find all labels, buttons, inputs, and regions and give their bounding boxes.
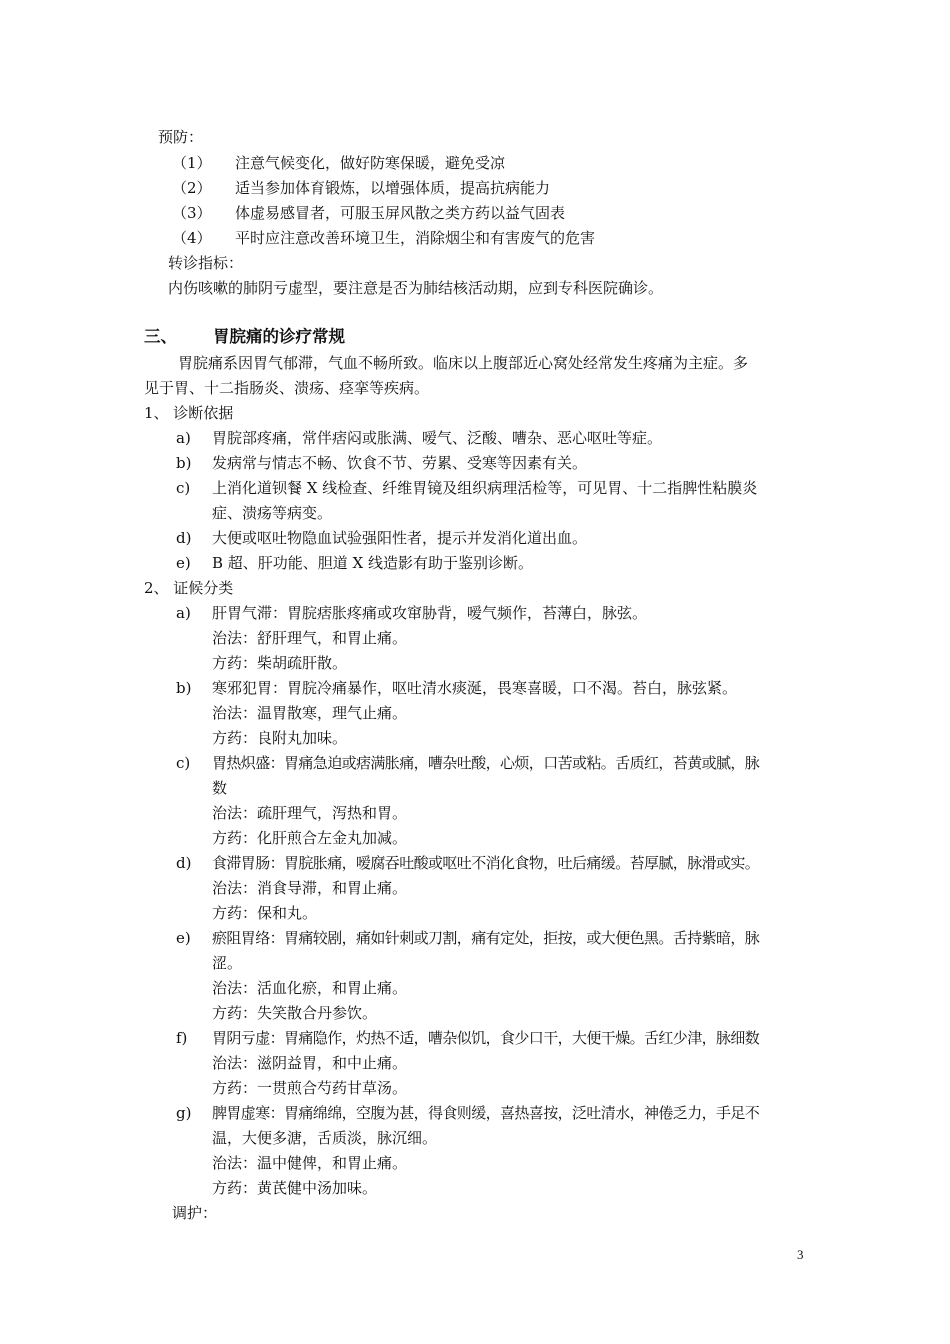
syndrome-description: 涩。 bbox=[212, 954, 243, 972]
care-label: 调护： bbox=[172, 1204, 218, 1222]
prevention-item-number: （1） bbox=[172, 154, 212, 172]
treatment-method: 治法：温中健俾，和胃止痛。 bbox=[212, 1154, 408, 1172]
prevention-label: 预防： bbox=[158, 128, 204, 146]
syndrome-description: 胃热炽盛：胃痛急迫或痞满胀痛，嘈杂吐酸，心烦，口苦或粘。舌质红，苔黄或腻，脉 bbox=[212, 754, 760, 772]
treatment-method: 治法：滋阴益胃，和中止痛。 bbox=[212, 1054, 408, 1072]
item-letter: a) bbox=[176, 604, 191, 622]
prevention-item-text: 适当参加体育锻炼，以增强体质，提高抗病能力 bbox=[235, 179, 551, 197]
prevention-item-number: （3） bbox=[172, 204, 212, 222]
section-number: 三、 bbox=[144, 327, 177, 346]
prevention-item-text: 平时应注意改善环境卫生，消除烟尘和有害废气的危害 bbox=[235, 229, 596, 247]
item-letter: c) bbox=[176, 479, 191, 497]
syndrome-description: 寒邪犯胃：胃脘冷痛暴作，呕吐清水痰涎，畏寒喜暖，口不渴。苔白，脉弦紧。 bbox=[212, 679, 738, 697]
syndrome-description: 温，大便多溏，舌质淡，脉沉细。 bbox=[212, 1129, 438, 1147]
item-letter: f) bbox=[176, 1029, 188, 1047]
syndromes-heading: 2、 证候分类 bbox=[144, 579, 234, 597]
prevention-item-number: （4） bbox=[172, 229, 212, 247]
item-letter: c) bbox=[176, 754, 191, 772]
prevention-item-number: （2） bbox=[172, 179, 212, 197]
treatment-method: 治法：舒肝理气，和胃止痛。 bbox=[212, 629, 408, 647]
formula: 方药：黄芪健中汤加味。 bbox=[212, 1179, 378, 1197]
formula: 方药：失笑散合丹参饮。 bbox=[212, 1004, 378, 1022]
intro-paragraph-line: 见于胃、十二指肠炎、溃疡、痉挛等疾病。 bbox=[144, 379, 430, 397]
treatment-method: 治法：消食导滞，和胃止痛。 bbox=[212, 879, 408, 897]
formula: 方药：保和丸。 bbox=[212, 904, 318, 922]
syndrome-description: 瘀阻胃络：胃痛较剧，痛如针刺或刀割，痛有定处，拒按，或大便色黑。舌持紫暗，脉 bbox=[212, 929, 760, 947]
item-text: 胃脘部疼痛，常伴痞闷或胀满、嗳气、泛酸、嘈杂、恶心呕吐等症。 bbox=[212, 429, 663, 447]
treatment-method: 治法：疏肝理气，泻热和胃。 bbox=[212, 804, 408, 822]
formula: 方药：一贯煎合芍药甘草汤。 bbox=[212, 1079, 408, 1097]
item-text: 发病常与情志不畅、饮食不节、劳累、受寒等因素有关。 bbox=[212, 454, 588, 472]
item-letter: g) bbox=[176, 1104, 192, 1122]
section-title: 胃脘痛的诊疗常规 bbox=[213, 327, 345, 346]
intro-paragraph-line: 胃脘痛系因胃气郁滞，气血不畅所致。临床以上腹部近心窝处经常发生疼痛为主症。多 bbox=[178, 354, 749, 372]
syndrome-description: 数 bbox=[212, 779, 228, 797]
referral-text: 内伤咳嗽的肺阴亏虚型，要注意是否为肺结核活动期，应到专科医院确诊。 bbox=[168, 279, 664, 297]
prevention-item-text: 体虚易感冒者，可服玉屏风散之类方药以益气固表 bbox=[235, 204, 566, 222]
page-number: 3 bbox=[797, 1247, 804, 1262]
treatment-method: 治法：温胃散寒，理气止痛。 bbox=[212, 704, 408, 722]
item-text: 上消化道钡餐 X 线检查、纤维胃镜及组织病理活检等，可见胃、十二指脾性粘膜炎 bbox=[212, 479, 758, 497]
item-letter: e) bbox=[176, 554, 191, 572]
syndrome-description: 胃阴亏虚：胃痛隐作，灼热不适，嘈杂似饥，食少口干，大便干燥。舌红少津，脉细数 bbox=[212, 1029, 760, 1047]
formula: 方药：良附丸加味。 bbox=[212, 729, 348, 747]
item-letter: e) bbox=[176, 929, 191, 947]
treatment-method: 治法：活血化瘀，和胃止痛。 bbox=[212, 979, 408, 997]
item-text: B 超、肝功能、胆道 X 线造影有助于鉴别诊断。 bbox=[212, 554, 534, 572]
prevention-item-text: 注意气候变化，做好防寒保暖，避免受凉 bbox=[235, 154, 506, 172]
item-text: 症、溃疡等病变。 bbox=[212, 504, 333, 522]
syndrome-description: 脾胃虚寒：胃痛绵绵，空腹为甚，得食则缓，喜热喜按，泛吐清水，神倦乏力，手足不 bbox=[212, 1104, 760, 1122]
item-letter: b) bbox=[176, 454, 192, 472]
item-letter: d) bbox=[176, 854, 192, 872]
diagnosis-heading: 1、 诊断依据 bbox=[144, 404, 234, 422]
item-letter: a) bbox=[176, 429, 191, 447]
syndrome-description: 肝胃气滞：胃脘痞胀疼痛或攻窜胁背，嗳气频作，苔薄白，脉弦。 bbox=[212, 604, 648, 622]
referral-label: 转诊指标： bbox=[168, 254, 244, 272]
syndrome-description: 食滞胃肠：胃脘胀痛，嗳腐吞吐酸或呕吐不消化食物，吐后痛缓。苔厚腻，脉滑或实。 bbox=[212, 854, 760, 872]
item-text: 大便或呕吐物隐血试验强阳性者，提示并发消化道出血。 bbox=[212, 529, 588, 547]
item-letter: d) bbox=[176, 529, 192, 547]
item-letter: b) bbox=[176, 679, 192, 697]
formula: 方药：柴胡疏肝散。 bbox=[212, 654, 348, 672]
formula: 方药：化肝煎合左金丸加减。 bbox=[212, 829, 408, 847]
